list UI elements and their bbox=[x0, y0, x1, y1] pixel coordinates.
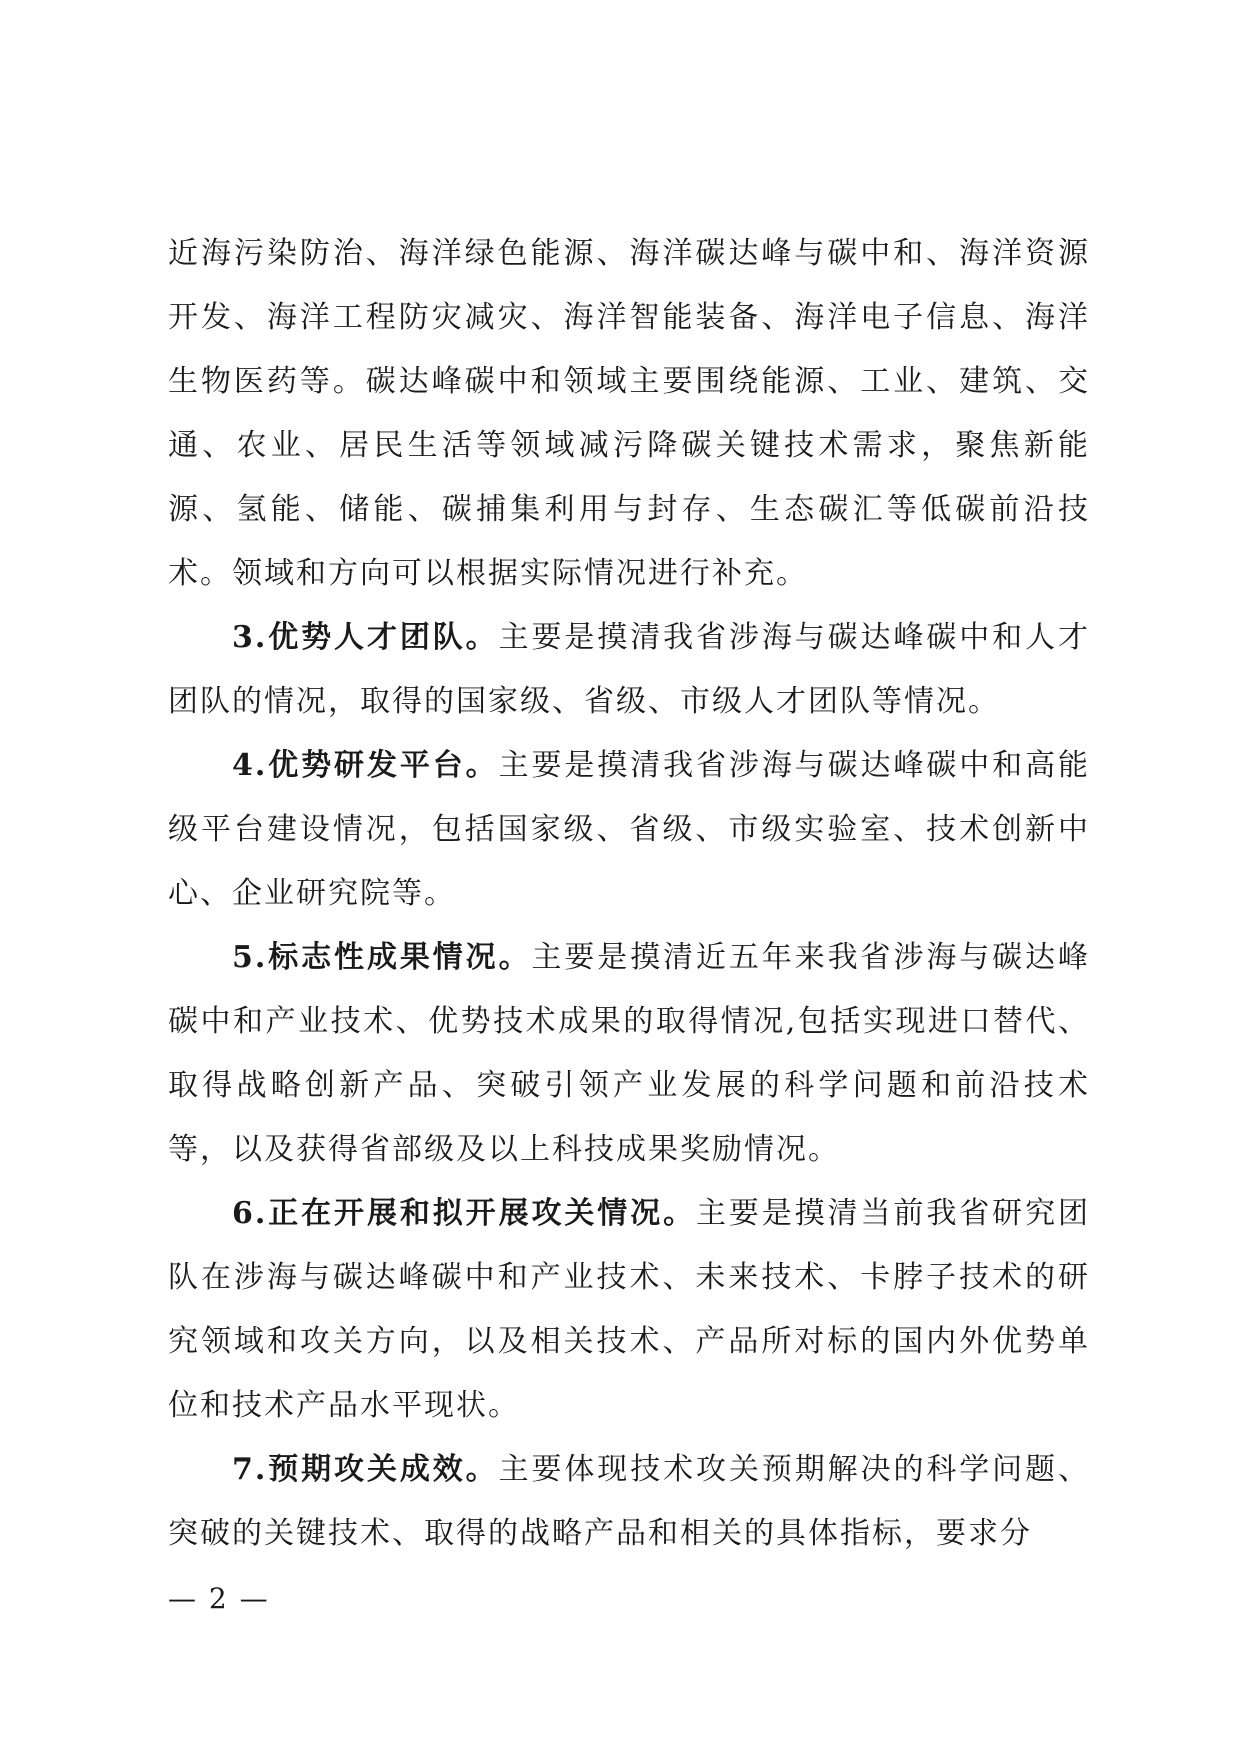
paragraph-body: 近海污染防治、海洋绿色能源、海洋碳达峰与碳中和、海洋资源开发、海洋工程防灾减灾、海洋智能装备、海洋电子信息、海洋生物医药等。碳达峰碳中和领域主要围绕能源、工业、建筑、交通、农业、居民生活等领域减污降碳关键技术需求，聚焦新能源、氢能、储能、碳捕集利用与封存、生态碳汇等低碳前沿技术。领域和方向可以根据实际情况进行补充。 bbox=[168, 236, 1090, 591]
paragraph-body: 主要体现技术攻关预期解决的科学问题、突破的关键技术、取得的战略产品和相关的具体指标，要求分 bbox=[168, 1452, 1090, 1551]
paragraph-rd-platforms bbox=[168, 734, 1090, 926]
paragraph-continued bbox=[168, 222, 1090, 606]
paragraph-heading: 7.预期攻关成效。 bbox=[232, 1452, 499, 1487]
paragraph-heading: 6.正在开展和拟开展攻关情况。 bbox=[232, 1196, 697, 1231]
paragraph-ongoing-research bbox=[168, 1182, 1090, 1438]
paragraph-body: 主要是摸清我省涉海与碳达峰碳中和高能级平台建设情况，包括国家级、省级、市级实验室、技术创新中心、企业研究院等。 bbox=[168, 748, 1090, 911]
paragraph-heading: 3.优势人才团队。 bbox=[232, 620, 499, 655]
page-number: — 2 — bbox=[168, 1582, 270, 1615]
document-body bbox=[168, 222, 1090, 1566]
paragraph-heading: 5.标志性成果情况。 bbox=[232, 940, 532, 975]
paragraph-body: 主要是摸清我省涉海与碳达峰碳中和人才团队的情况，取得的国家级、省级、市级人才团队等情况。 bbox=[168, 620, 1090, 719]
paragraph-body: 主要是摸清近五年来我省涉海与碳达峰碳中和产业技术、优势技术成果的取得情况,包括实现进口替代、取得战略创新产品、突破引领产业发展的科学问题和前沿技术等，以及获得省部级及以上科技成果奖励情况。 bbox=[168, 940, 1090, 1167]
paragraph-talent-teams bbox=[168, 606, 1090, 734]
paragraph-body: 主要是摸清当前我省研究团队在涉海与碳达峰碳中和产业技术、未来技术、卡脖子技术的研究领域和攻关方向，以及相关技术、产品所对标的国内外优势单位和技术产品水平现状。 bbox=[168, 1196, 1090, 1423]
paragraph-heading: 4.优势研发平台。 bbox=[232, 748, 499, 783]
paragraph-expected-outcomes bbox=[168, 1438, 1090, 1566]
paragraph-landmark-results bbox=[168, 926, 1090, 1182]
